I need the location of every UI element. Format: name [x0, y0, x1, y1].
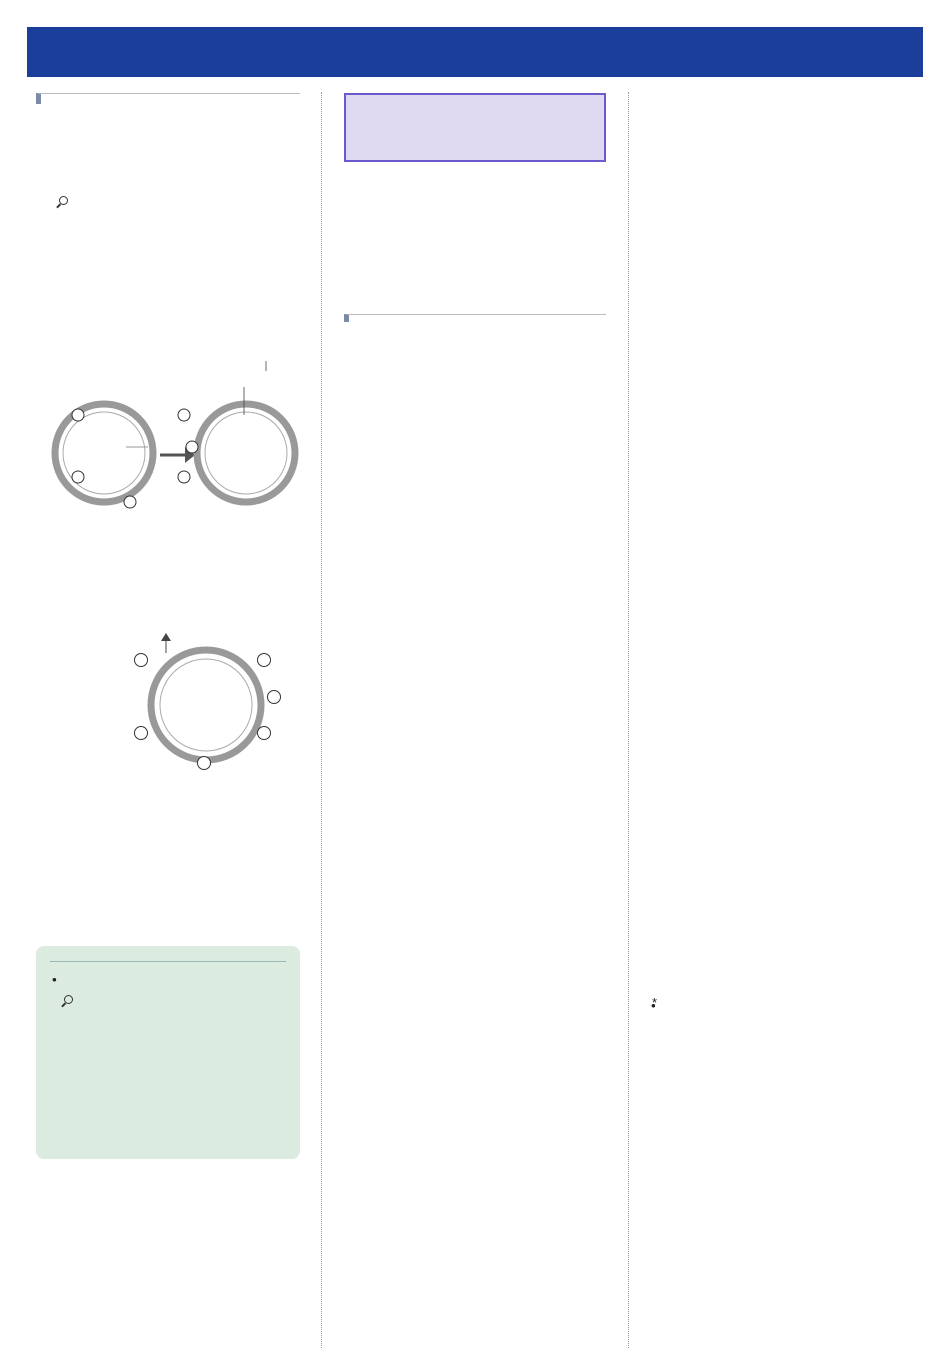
magnifier-icon [59, 196, 68, 205]
left-column [36, 93, 300, 104]
hint-box [36, 946, 300, 1159]
table-title [344, 314, 606, 322]
hint-title [50, 954, 286, 962]
link-power-saving[interactable] [64, 991, 77, 1006]
watch-2 [197, 387, 295, 502]
step-4 [36, 802, 300, 806]
link-navigate-modes[interactable] [59, 190, 300, 209]
magnifier-icon [64, 995, 73, 1004]
section-title [36, 93, 300, 104]
hint-item [50, 970, 286, 1008]
step-1 [36, 190, 300, 209]
middle-column [344, 93, 606, 162]
notes [650, 993, 914, 996]
column-divider [628, 92, 629, 1348]
info-heading-box [344, 93, 606, 162]
watch-figure-hold [30, 343, 310, 523]
column-divider [321, 92, 322, 1348]
page-header [27, 27, 923, 77]
step-3 [36, 539, 300, 543]
watch-1 [55, 404, 153, 502]
watch-figure-power-saving [86, 605, 296, 777]
